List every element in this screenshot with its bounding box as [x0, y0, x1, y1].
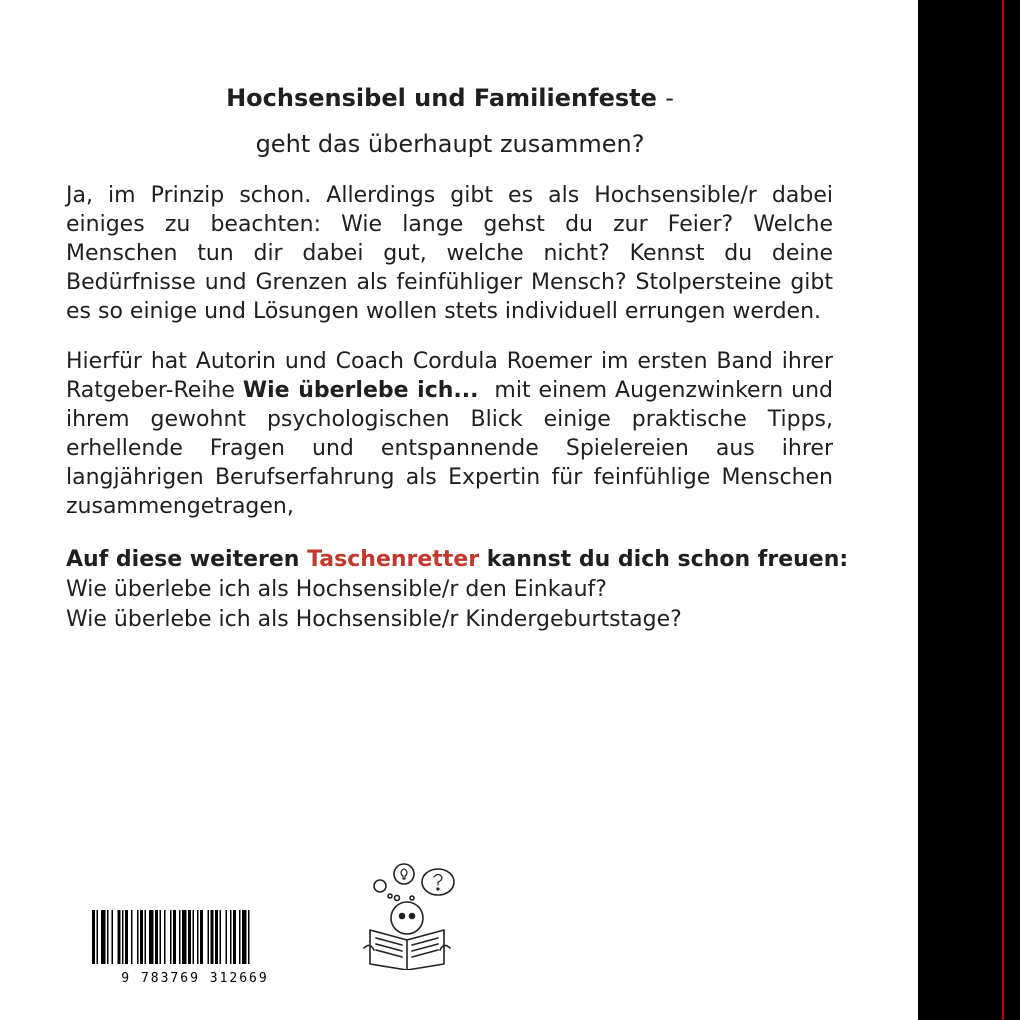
- barcode-bar: [197, 910, 199, 964]
- book-spine: [918, 0, 1020, 1020]
- barcode-bar: [131, 910, 133, 964]
- barcode-bar: [233, 910, 236, 964]
- barcode-bar: [188, 910, 191, 964]
- barcode-bar: [107, 910, 109, 964]
- spine-stripe: [1002, 0, 1004, 1020]
- description-after: mit einem Augenzwinkern und ihrem gewohnt psychologischen Blick einige praktische Tipps, erhellende Fragen und entspannende Spielereien aus ihrer langjährigen Berufserfahrung als Expertin für feinfühlige Menschen zusammengetragen,: [66, 378, 840, 519]
- barcode-bar: [208, 910, 210, 964]
- barcode-bar: [239, 910, 241, 964]
- page-title: [66, 82, 834, 114]
- heading-before: Auf diese weiteren: [66, 547, 308, 572]
- title-dash: -: [665, 84, 674, 112]
- barcode-bar: [215, 910, 218, 964]
- barcode-bar: [92, 910, 95, 964]
- barcode-bar: [200, 910, 203, 964]
- more-books-heading: [66, 545, 866, 575]
- more-books-section: [66, 545, 866, 635]
- barcode-digits: 9 783769 312669: [121, 971, 269, 986]
- head-icon: [391, 902, 423, 934]
- barcode-bar: [140, 910, 143, 964]
- description-before: Hierfür hat Autorin und Coach Cordula Roemer im ersten Band ihrer Ratgeber-Reihe: [66, 349, 833, 403]
- lightbulb-bubble-icon: [394, 864, 414, 884]
- intro-paragraph: Ja, im Prinzip schon. Allerdings gibt es als Hochsensible/r dabei einiges zu beachten: Wie lange gehst du zur Feier? Welche Menschen tun dir dabei gut, welche nicht? Kennst du deine Bedürfnisse und Grenzen als feinfühliger Mensch? Stolpersteine gibt es so einige und Lösungen wollen stets individuell errungen werden.: [66, 183, 833, 324]
- barcode-bar: [118, 910, 121, 964]
- barcode-bar: [173, 910, 176, 964]
- barcode-bar: [220, 910, 222, 964]
- barcode-bar: [160, 910, 162, 964]
- barcode-bar: [149, 910, 154, 964]
- list-item: Wie überlebe ich als Hochsensible/r den Einkauf?: [66, 577, 607, 602]
- thought-bubble-icon: [374, 880, 386, 892]
- barcode-icon: [70, 908, 320, 988]
- barcode-bar: [101, 910, 106, 964]
- barcode-bar: [122, 910, 124, 964]
- reading-person-icon: [352, 852, 462, 970]
- barcode-bar: [145, 910, 147, 964]
- barcode-bar: [97, 910, 99, 964]
- barcode-bar: [230, 910, 232, 964]
- list-item: Wie überlebe ich als Hochsensible/r Kindergeburtstage?: [66, 607, 682, 632]
- description-paragraph: [66, 347, 840, 521]
- barcode-bar: [179, 910, 181, 964]
- title-main: Hochsensibel und Familienfeste: [226, 84, 657, 112]
- taschenretter-highlight: Taschenretter: [307, 547, 480, 572]
- page-subtitle: geht das überhaupt zusammen?: [255, 130, 645, 158]
- barcode-bar: [193, 910, 195, 964]
- barcode-bar: [242, 910, 247, 964]
- series-name: Wie überlebe ich...: [242, 378, 479, 403]
- barcode-bar: [248, 910, 250, 964]
- heading-after: kannst du dich schon freuen:: [479, 547, 849, 572]
- barcode-bar: [125, 910, 128, 964]
- barcode-bar: [164, 910, 166, 964]
- barcode-bar: [137, 910, 139, 964]
- barcode-bar: [155, 910, 158, 964]
- barcode-bar: [211, 910, 214, 964]
- barcode-bar: [226, 910, 228, 964]
- barcode-bar: [170, 910, 172, 964]
- barcode-bar: [112, 910, 114, 964]
- barcode-bar: [182, 910, 187, 964]
